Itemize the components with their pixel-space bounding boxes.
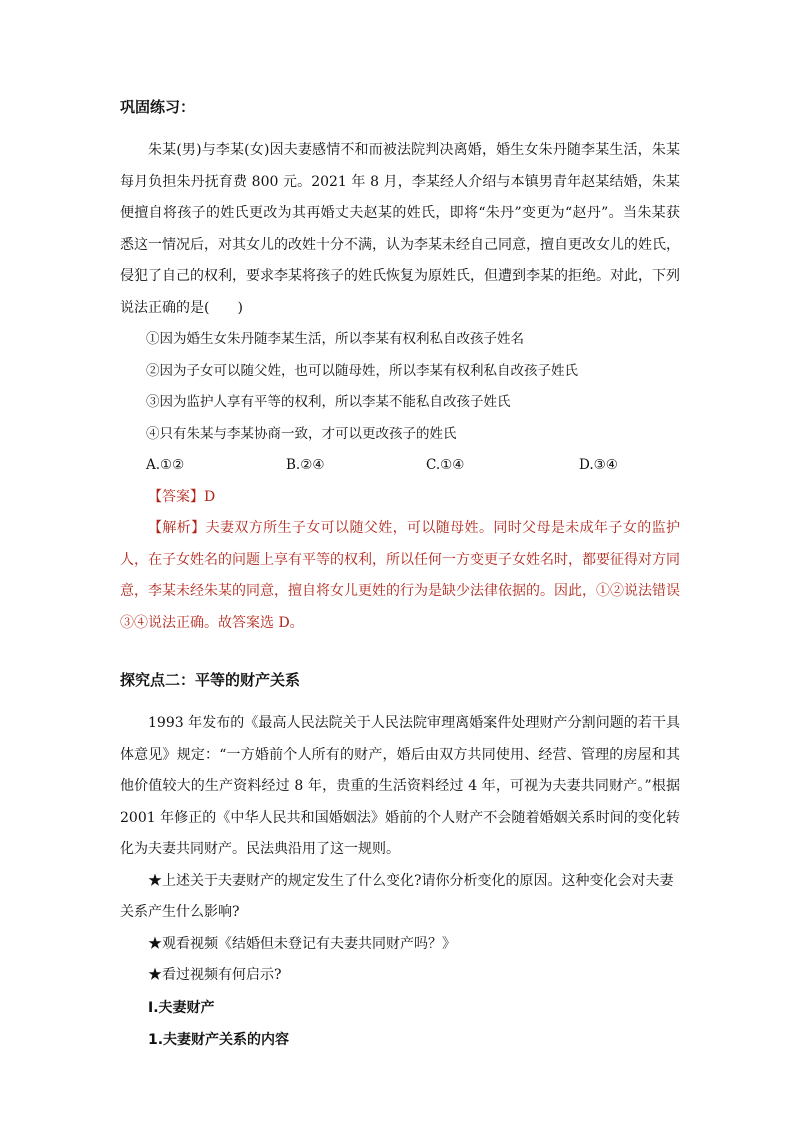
spacer	[120, 118, 680, 135]
subsection-title: 1.夫妻财产关系的内容	[148, 1031, 290, 1048]
option-1: ①因为婚生女朱丹随李某生活，所以李某有权利私自改孩子姓名	[146, 331, 524, 347]
question-stem: 朱某(男)与李某(女)因夫妻感情不和而被法院判决离婚，婚生女朱丹随李某生活，朱某每月负担朱丹抚育费 800 元。2021 年 8 月，李某经人介绍与本镇男青年赵某结婚，朱某便擅自将孩子的姓氏更改为其再婚丈夫赵某的姓氏，即将“朱丹”变更为“赵丹”。当朱某获悉这一情况后，对其女儿的改姓十分不满，认为李某未经自己同意，擅自更改女儿的姓氏，侵犯了自己的权利，要求李某将孩子的姓氏恢复为原姓氏，但遭到李某的拒绝。对此，下列说法正确的是( )	[120, 142, 680, 316]
document-page	[120, 96, 680, 1056]
answer-value: D	[204, 488, 216, 505]
spacer	[120, 691, 680, 708]
practice-heading: 巩固练习：	[120, 98, 196, 116]
option-3: ③因为监护人享有平等的权利，所以李某不能私自改孩子姓氏	[146, 394, 511, 410]
choice-b: B.②④	[286, 457, 325, 473]
option-2: ②因为子女可以随父姓，也可以随母姓，所以李某有权利私自改孩子姓氏	[146, 362, 578, 379]
inquiry-heading: 探究点二：平等的财产关系	[120, 671, 301, 689]
choice-a: A.①②	[146, 457, 185, 473]
question-item: ★上述关于夫妻财产的规定发生了什么变化?请你分析变化的原因。这种变化会对夫妻关系产生什么影响?	[120, 872, 674, 920]
analysis-paragraph	[120, 513, 680, 639]
inquiry-paragraph: 1993 年发布的《最高人民法院关于人民法院审理离婚案件处理财产分割问题的若干具体意见》规定：“一方婚前个人所有的财产，婚后由双方共同使用、经营、管理的房屋和其他价值较大的生产资料经过 8 年，贵重的生活资料经过 4 年，可视为夫妻共同财产。”根据 2001 年修正的《中华人民共和国婚姻法》婚前的个人财产不会随着婚姻关系时间的变化转化为夫妻共同财产。民法典沿用了这一规则。	[120, 715, 680, 857]
question-item: ★看过视频有何启示?	[148, 967, 282, 983]
answer-line	[120, 482, 680, 514]
spacer	[120, 639, 680, 669]
answer-choices	[120, 450, 680, 482]
question-item: ★观看视频《结婚但未登记有夫妻共同财产吗？》	[148, 935, 456, 952]
choice-c: C.①④	[426, 457, 465, 473]
choice-d: D.③④	[579, 457, 618, 473]
section-title: Ⅰ.夫妻财产	[148, 999, 215, 1016]
option-4: ④只有朱某与李某协商一致，才可以更改孩子的姓氏	[146, 425, 457, 442]
analysis-tag: 【解析】	[148, 520, 206, 536]
analysis-text: 夫妻双方所生子女可以随父姓，可以随母姓。同时父母是未成年子女的监护人，在子女姓名的问题上享有平等的权利，所以任何一方变更子女姓名时，都要征得对方同意，李某未经朱某的同意，擅自将女儿更姓的行为是缺少法律依据的。因此，①②说法错误 ③④说法正确。故答案选 D。	[120, 520, 681, 631]
answer-tag: 【答案】	[148, 488, 204, 505]
